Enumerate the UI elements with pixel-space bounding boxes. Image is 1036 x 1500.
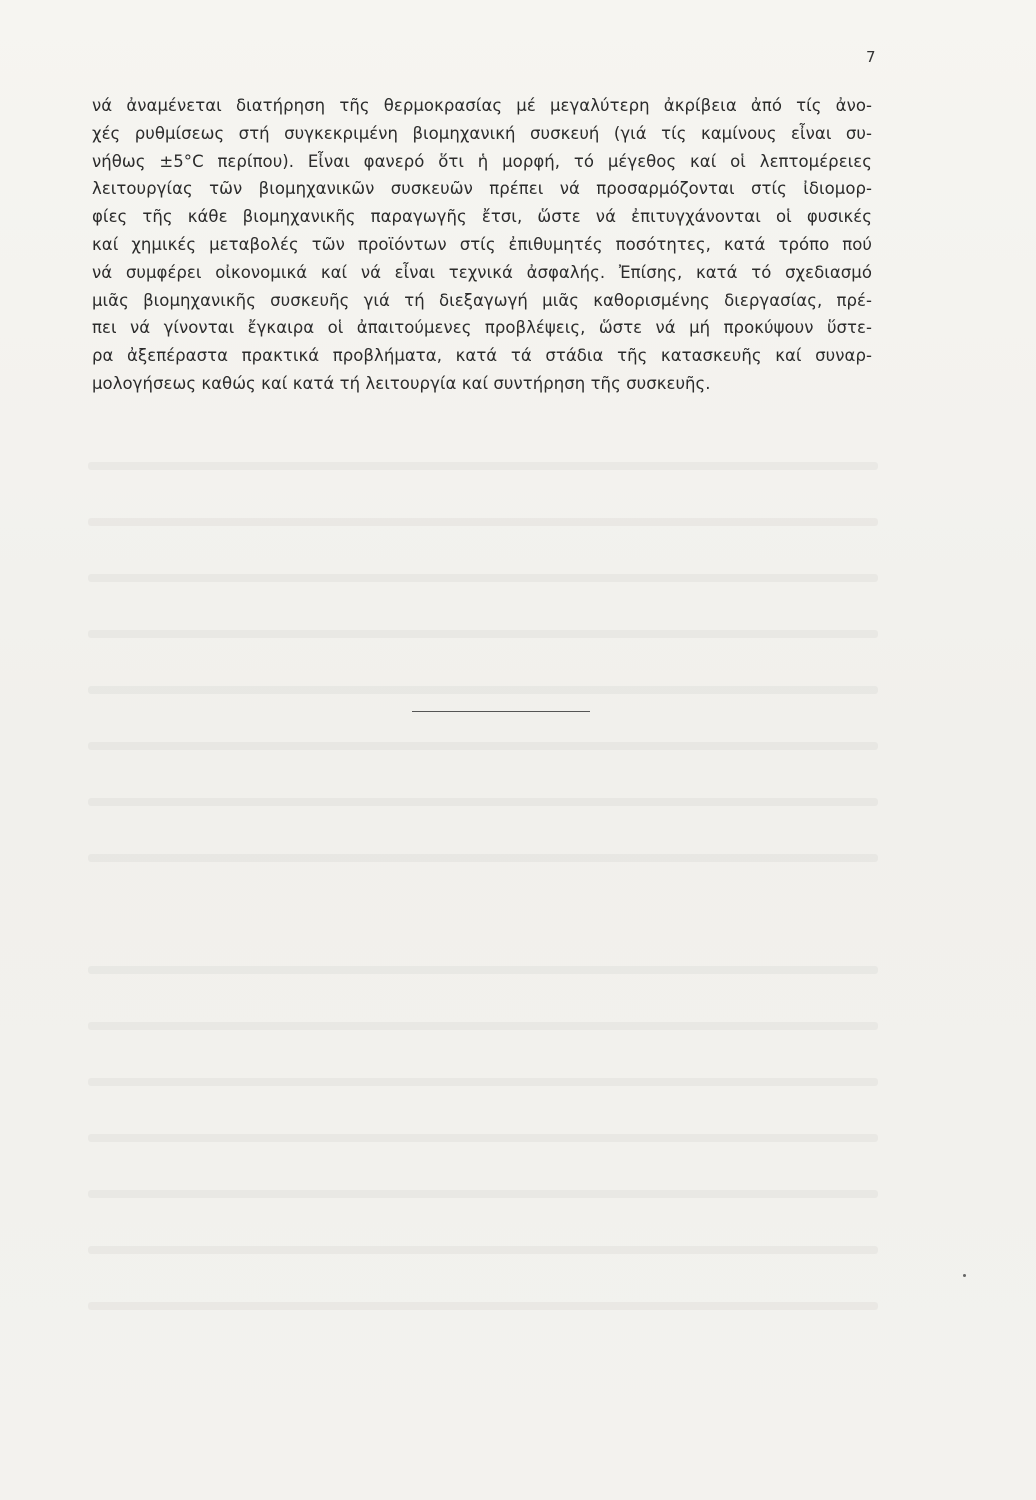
page-number: 7 [866, 48, 876, 66]
text-line: πει νά γίνονται ἔγκαιρα οἱ ἀπαιτούμενες προβλέψεις, ὥστε νά μή προκύψουν ὕστε- [92, 318, 872, 338]
bleed-through-line [88, 518, 878, 526]
bleed-through-line [88, 1022, 878, 1030]
text-line: λειτουργίας τῶν βιομηχανικῶν συσκευῶν πρέπει νά προσαρμόζονται στίς ἰδιομορ- [92, 179, 872, 199]
bleed-through-line [88, 1134, 878, 1142]
text-line: φίες τῆς κάθε βιομηχανικῆς παραγωγῆς ἔτσι, ὥστε νά ἐπιτυγχάνονται οἱ φυσικές [92, 207, 872, 227]
text-line: νά ἀναμένεται διατήρηση τῆς θερμοκρασίας μέ μεγαλύτερη ἀκρίβεια ἀπό τίς ἀνο- [92, 96, 872, 115]
bleed-through-line [88, 1190, 878, 1198]
bleed-through-line [88, 966, 878, 974]
text-line: καί χημικές μεταβολές τῶν προϊόντων στίς ἐπιθυμητές ποσότητες, κατά τρόπο πού [92, 234, 872, 254]
text-line: μολογήσεως καθώς καί κατά τή λειτουργία καί συντήρηση τῆς συσκευῆς. [92, 373, 711, 393]
bleed-through-line [88, 798, 878, 806]
text-line: μιᾶς βιομηχανικῆς συσκευῆς γιά τή διεξαγωγή μιᾶς καθορισμένης διεργασίας, πρέ- [92, 290, 872, 310]
bleed-through-line [88, 686, 878, 694]
bleed-through-line [88, 1246, 878, 1254]
bleed-through-line [88, 1302, 878, 1310]
bleed-through-line [88, 742, 878, 750]
footnote-divider [412, 711, 590, 712]
text-line: χές ρυθμίσεως στή συγκεκριμένη βιομηχανική συσκευή (γιά τίς καμίνους εἶναι συ- [92, 123, 872, 143]
text-line: ρα ἀξεπέραστα πρακτικά προβλήματα, κατά τά στάδια τῆς κατασκευῆς καί συναρ- [92, 346, 872, 366]
bleed-through-line [88, 574, 878, 582]
bleed-through-line [88, 854, 878, 862]
bleed-through-line [88, 630, 878, 638]
bleed-through-line [88, 1078, 878, 1086]
text-line: νά συμφέρει οἰκονομικά καί νά εἶναι τεχνικά ἀσφαλής. Ἐπίσης, κατά τό σχεδιασμό [92, 262, 872, 282]
bleed-through-line [88, 462, 878, 470]
text-line: νήθως ±5°C περίπου). Εἶναι φανερό ὅτι ἡ μορφή, τό μέγεθος καί οἱ λεπτομέρειες [92, 151, 872, 171]
paper-speck [963, 1274, 966, 1277]
body-paragraph [92, 92, 872, 398]
